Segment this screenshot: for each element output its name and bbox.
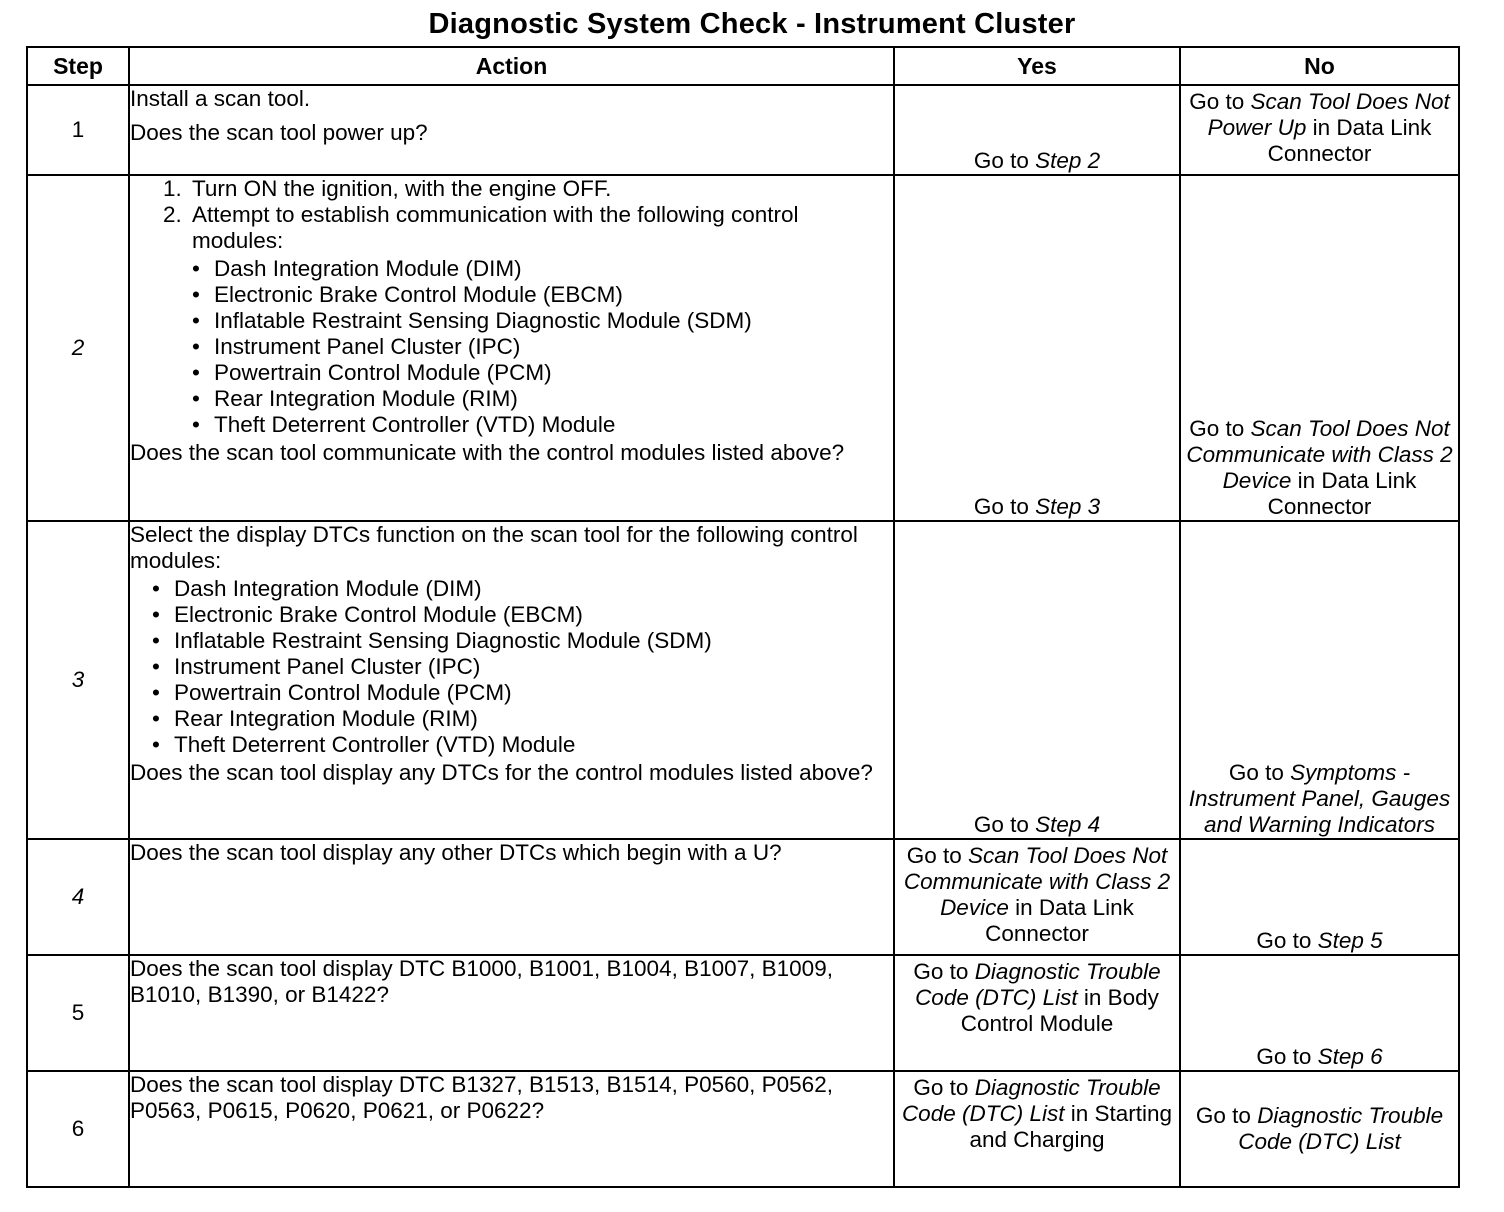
yes-cell: Go to Step 4 bbox=[894, 521, 1180, 839]
step-reference[interactable]: Step 5 bbox=[1317, 928, 1383, 953]
header-no: No bbox=[1180, 47, 1459, 85]
table-row bbox=[27, 1071, 1459, 1187]
numbered-step: 2. Attempt to establish communication with the following control modules: • Dash Integration Module (DIM) • Electronic Brake Control Module (EBCM) • Inflatable Restraint Sensing Diagnostic Module (SDM) • Instrument Panel Cluster (IPC) • Powertrain Control Module (PCM) • Rear Integration Module (RIM) • Theft Deterrent Controller (VTD) Module bbox=[188, 202, 893, 438]
action-question: Does the scan tool power up? bbox=[130, 120, 428, 145]
table-row bbox=[27, 521, 1459, 839]
action-question: Does the scan tool display DTC B1327, B1513, B1514, P0560, P0562, P0563, P0615, P0620, P0621, or P0622? bbox=[130, 1072, 833, 1123]
procedure-reference[interactable]: Scan Tool Does Not Power Up bbox=[1207, 89, 1450, 140]
list-item: • Instrument Panel Cluster (IPC) bbox=[152, 654, 481, 679]
no-cell: Go to Step 6 bbox=[1180, 955, 1459, 1071]
no-cell: Go to Step 5 bbox=[1180, 839, 1459, 955]
list-item: • Electronic Brake Control Module (EBCM) bbox=[192, 282, 623, 307]
action-cell bbox=[129, 521, 894, 839]
header-step: Step bbox=[27, 47, 129, 85]
step-reference[interactable]: Step 3 bbox=[1035, 494, 1101, 519]
step-reference[interactable]: Step 2 bbox=[1035, 148, 1101, 173]
list-item: • Dash Integration Module (DIM) bbox=[152, 576, 482, 601]
table-row bbox=[27, 175, 1459, 521]
module-list bbox=[192, 256, 893, 438]
no-cell: Go to Symptoms - Instrument Panel, Gauges and Warning Indicators bbox=[1180, 521, 1459, 839]
table-row bbox=[27, 839, 1459, 955]
list-item: • Powertrain Control Module (PCM) bbox=[192, 360, 552, 385]
no-cell: Go to Diagnostic Trouble Code (DTC) List bbox=[1180, 1071, 1459, 1187]
table-row bbox=[27, 85, 1459, 175]
step-number: 3 bbox=[27, 521, 129, 839]
action-question: Does the scan tool display any DTCs for the control modules listed above? bbox=[130, 760, 873, 785]
list-item: • Electronic Brake Control Module (EBCM) bbox=[152, 602, 583, 627]
list-item: • Theft Deterrent Controller (VTD) Module bbox=[152, 732, 576, 757]
action-question: Does the scan tool display any other DTCs which begin with a U? bbox=[130, 840, 782, 865]
list-item: • Rear Integration Module (RIM) bbox=[192, 386, 518, 411]
yes-cell: Go to Step 3 bbox=[894, 175, 1180, 521]
numbered-steps bbox=[130, 176, 893, 438]
step-number: 5 bbox=[27, 955, 129, 1071]
procedure-reference[interactable]: Symptoms - Instrument Panel, Gauges and Warning Indicators bbox=[1188, 760, 1451, 837]
step-number: 1 bbox=[27, 85, 129, 175]
list-item: • Rear Integration Module (RIM) bbox=[152, 706, 478, 731]
yes-cell: Go to Diagnostic Trouble Code (DTC) List in Body Control Module bbox=[894, 955, 1180, 1071]
list-item: • Instrument Panel Cluster (IPC) bbox=[192, 334, 521, 359]
action-cell bbox=[129, 175, 894, 521]
no-cell: Go to Scan Tool Does Not Communicate with Class 2 Device in Data Link Connector bbox=[1180, 175, 1459, 521]
action-cell bbox=[129, 1071, 894, 1187]
action-intro: Select the display DTCs function on the scan tool for the following control modules: bbox=[130, 522, 858, 573]
action-question: Does the scan tool display DTC B1000, B1001, B1004, B1007, B1009, B1010, B1390, or B1422? bbox=[130, 956, 833, 1007]
list-item: • Theft Deterrent Controller (VTD) Module bbox=[192, 412, 616, 437]
numbered-step: 1. Turn ON the ignition, with the engine OFF. bbox=[188, 176, 893, 202]
document-title: Diagnostic System Check - Instrument Cluster bbox=[428, 8, 1076, 40]
header-row bbox=[27, 47, 1459, 85]
header-action: Action bbox=[129, 47, 894, 85]
list-item: • Inflatable Restraint Sensing Diagnostic Module (SDM) bbox=[192, 308, 752, 333]
step-reference[interactable]: Step 6 bbox=[1317, 1044, 1383, 1069]
yes-cell: Go to Diagnostic Trouble Code (DTC) List in Starting and Charging bbox=[894, 1071, 1180, 1187]
header-yes: Yes bbox=[894, 47, 1180, 85]
procedure-reference[interactable]: Scan Tool Does Not Communicate with Class 2 Device bbox=[1186, 416, 1453, 493]
no-cell: Go to Scan Tool Does Not Power Up in Data Link Connector bbox=[1180, 85, 1459, 175]
step-number: 4 bbox=[27, 839, 129, 955]
step-reference[interactable]: Step 4 bbox=[1035, 812, 1101, 837]
procedure-reference[interactable]: Diagnostic Trouble Code (DTC) List bbox=[1238, 1103, 1444, 1154]
diagnostic-table bbox=[26, 46, 1460, 1188]
module-list bbox=[130, 576, 893, 758]
action-cell bbox=[129, 839, 894, 955]
action-cell bbox=[129, 955, 894, 1071]
yes-cell: Go to Step 2 bbox=[894, 85, 1180, 175]
action-question: Does the scan tool communicate with the control modules listed above? bbox=[130, 440, 845, 465]
action-text: Install a scan tool. bbox=[130, 86, 311, 111]
list-item: • Inflatable Restraint Sensing Diagnostic Module (SDM) bbox=[152, 628, 712, 653]
procedure-reference[interactable]: Diagnostic Trouble Code (DTC) List bbox=[901, 1075, 1161, 1126]
step-number: 6 bbox=[27, 1071, 129, 1187]
yes-cell: Go to Scan Tool Does Not Communicate with Class 2 Device in Data Link Connector bbox=[894, 839, 1180, 955]
procedure-reference[interactable]: Scan Tool Does Not Communicate with Class 2 Device bbox=[903, 843, 1171, 920]
step-number: 2 bbox=[27, 175, 129, 521]
table-row bbox=[27, 955, 1459, 1071]
list-item: • Dash Integration Module (DIM) bbox=[192, 256, 522, 281]
list-item: • Powertrain Control Module (PCM) bbox=[152, 680, 512, 705]
action-cell bbox=[129, 85, 894, 175]
procedure-reference[interactable]: Diagnostic Trouble Code (DTC) List bbox=[915, 959, 1161, 1010]
